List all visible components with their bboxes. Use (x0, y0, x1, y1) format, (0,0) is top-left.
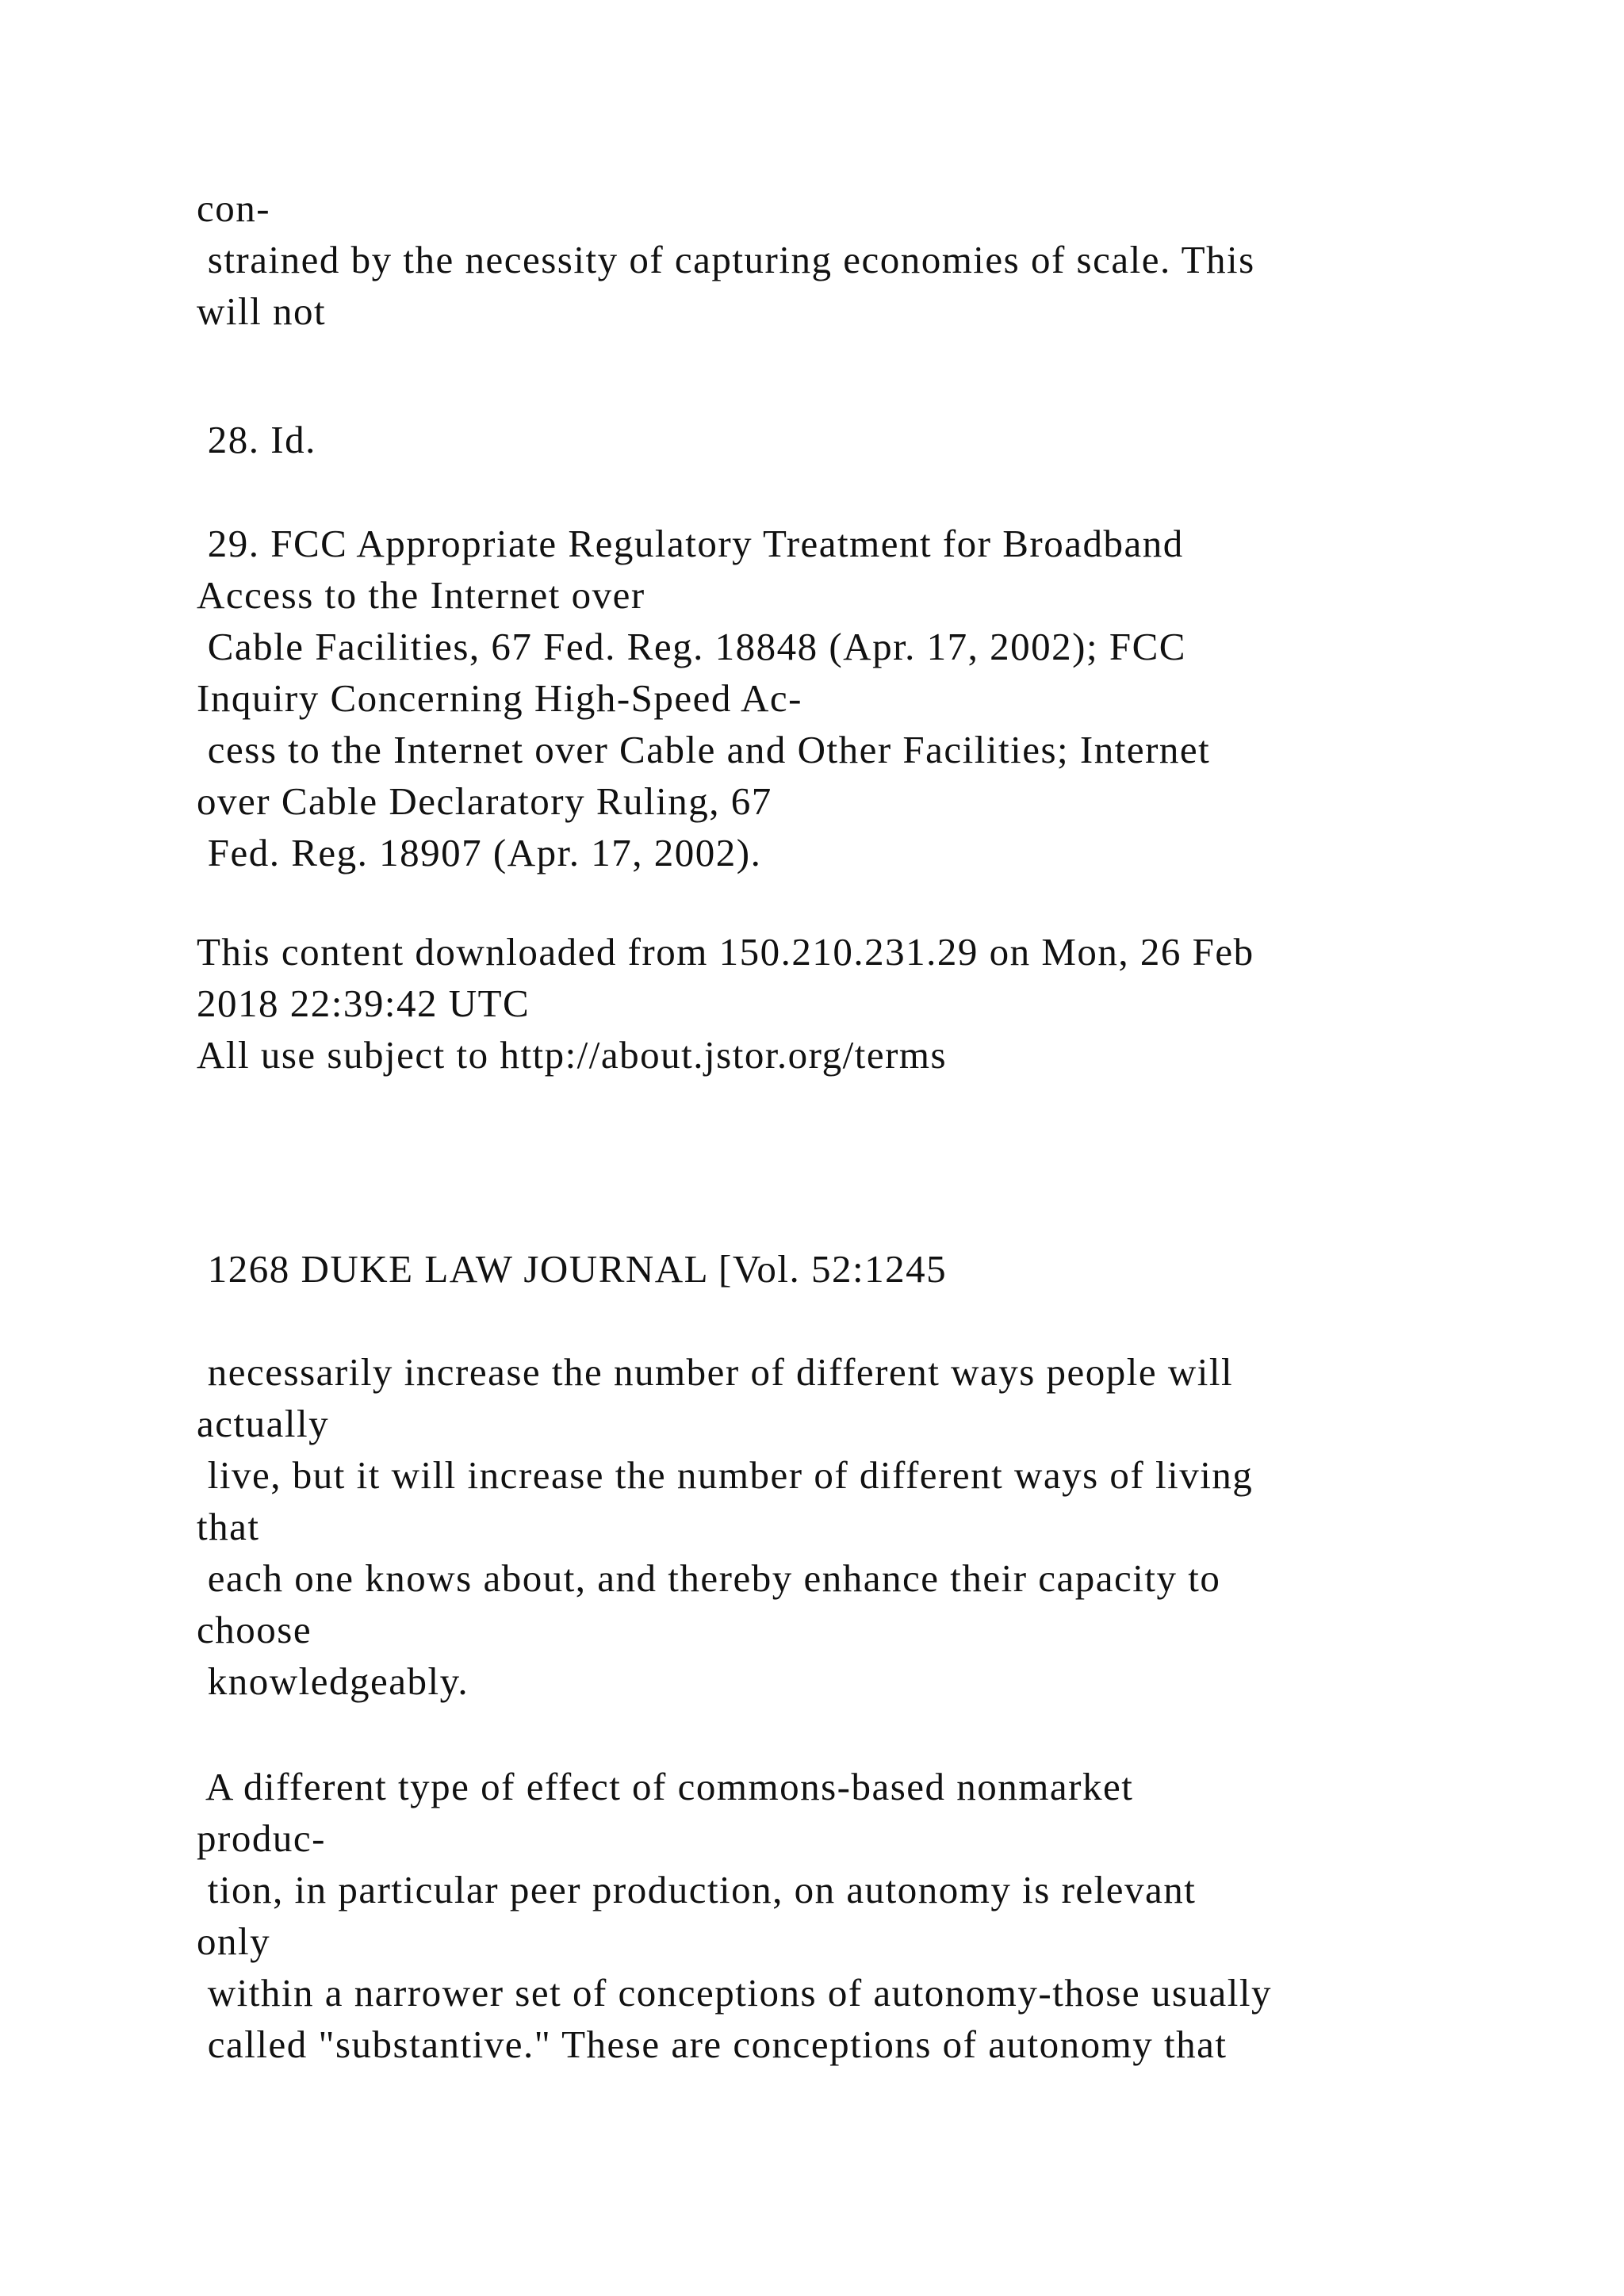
footnote-29 (197, 518, 1545, 878)
notice-line: This content downloaded from 150.210.231.29 on Mon, 26 Feb (197, 930, 1254, 974)
text-line: will not (197, 289, 327, 333)
paragraph-line: choose (197, 1608, 312, 1651)
paragraph-2 (197, 1761, 1545, 2070)
paragraph-line: only (197, 1919, 271, 1963)
paragraph-line: live, but it will increase the number of different ways of living (197, 1453, 1254, 1497)
text-line: con- (197, 186, 271, 230)
running-header-text: 1268 DUKE LAW JOURNAL [Vol. 52:1245 (197, 1247, 948, 1291)
paragraph-line: knowledgeably. (197, 1659, 469, 1703)
text-line: strained by the necessity of capturing economies of scale. This (197, 238, 1255, 281)
paragraph-line: called "substantive." These are conceptions of autonomy that (197, 2022, 1228, 2066)
footnote-line: 28. Id. (197, 418, 316, 461)
footnote-line: Access to the Internet over (197, 573, 645, 617)
footnote-line: Fed. Reg. 18907 (Apr. 17, 2002). (197, 831, 762, 874)
notice-line: All use subject to http://about.jstor.org/terms (197, 1033, 948, 1077)
footnote-line: cess to the Internet over Cable and Other Facilities; Internet (197, 728, 1211, 771)
paragraph-line: each one knows about, and thereby enhance their capacity to (197, 1556, 1221, 1600)
paragraph-line: produc- (197, 1816, 326, 1860)
text-block-continuation (197, 182, 1545, 337)
footnote-line: Inquiry Concerning High-Speed Ac- (197, 676, 802, 720)
paragraph-line: actually (197, 1402, 330, 1445)
footnote-28 (197, 414, 1545, 465)
paragraph-line: A different type of effect of commons-based nonmarket (197, 1765, 1134, 1808)
running-header (197, 1243, 1545, 1295)
paragraph-line: that (197, 1505, 260, 1548)
notice-line: 2018 22:39:42 UTC (197, 982, 530, 1025)
paragraph-line: tion, in particular peer production, on autonomy is relevant (197, 1868, 1197, 1911)
paragraph-line: necessarily increase the number of different ways people will (197, 1350, 1234, 1394)
footnote-line: 29. FCC Appropriate Regulatory Treatment for Broadband (197, 522, 1184, 565)
paragraph-1 (197, 1346, 1545, 1707)
paragraph-line: within a narrower set of conceptions of autonomy-those usually (197, 1971, 1272, 2015)
footnote-line: over Cable Declaratory Ruling, 67 (197, 779, 772, 823)
footnote-line: Cable Facilities, 67 Fed. Reg. 18848 (Apr. 17, 2002); FCC (197, 625, 1186, 668)
download-notice (197, 926, 1545, 1081)
